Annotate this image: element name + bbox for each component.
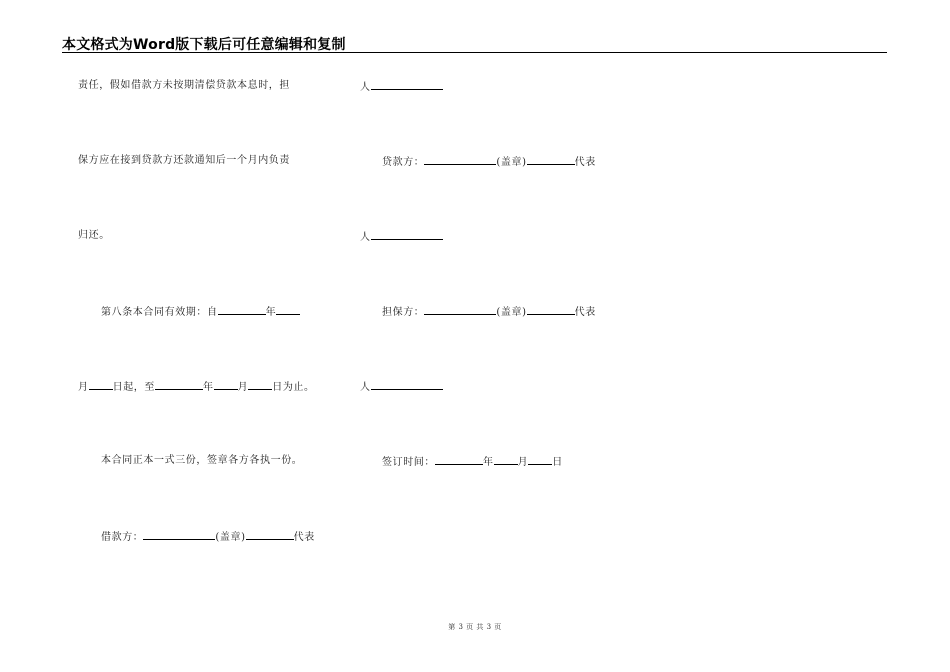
- person-blank: [371, 80, 443, 90]
- guarantor-signature-line: [382, 305, 596, 319]
- guarantor-rep-label: 代表: [574, 307, 596, 318]
- borrower-rep-blank: [246, 530, 294, 540]
- lender-label: 贷款方：: [382, 157, 425, 168]
- right-person-line-2: [360, 230, 443, 244]
- left-line-3: 归还。: [78, 230, 110, 241]
- lender-rep-label: 代表: [574, 157, 596, 168]
- right-person-line-3: [360, 380, 443, 394]
- borrower-label: 借款方：: [101, 532, 144, 543]
- left-line-1: 责任，假如借款方未按期清偿贷款本息时，担: [78, 80, 290, 91]
- person-label: 人: [360, 82, 371, 93]
- lender-signature-line: [382, 155, 596, 169]
- start-year-blank: [218, 305, 266, 315]
- sign-year-blank: [435, 455, 483, 465]
- end-month-blank: [214, 380, 238, 390]
- end-month-label: 月: [237, 382, 249, 393]
- signing-date-label: 签订时间：: [382, 457, 435, 468]
- guarantor-label: 担保方：: [382, 307, 425, 318]
- guarantor-rep-blank: [527, 305, 575, 315]
- start-day-label: 日起，至: [112, 382, 156, 393]
- lender-seal-label: (盖章): [496, 157, 527, 168]
- person-label: 人: [360, 382, 371, 393]
- borrower-name-blank: [143, 530, 215, 540]
- left-line-4: [101, 305, 300, 319]
- end-day-label: 日为止。: [272, 382, 315, 393]
- right-person-line-1: [360, 80, 443, 94]
- header-divider: [62, 52, 887, 53]
- person-blank: [371, 230, 443, 240]
- start-day-blank: [89, 380, 113, 390]
- sign-day-blank: [528, 455, 552, 465]
- person-label: 人: [360, 232, 371, 243]
- sign-day-label: 日: [552, 457, 563, 468]
- sign-month-label: 月: [517, 457, 529, 468]
- end-year-label: 年: [203, 382, 214, 393]
- validity-clause-text: 第八条本合同有效期：自: [101, 307, 218, 318]
- end-day-blank: [248, 380, 272, 390]
- left-line-2: 保方应在接到贷款方还款通知后一个月内负责: [78, 155, 290, 166]
- borrower-seal-label: (盖章): [215, 532, 246, 543]
- sign-year-label: 年: [483, 457, 494, 468]
- end-year-blank: [155, 380, 203, 390]
- borrower-signature-line: [101, 530, 315, 544]
- guarantor-seal-label: (盖章): [496, 307, 527, 318]
- signing-date-line: [382, 455, 563, 469]
- person-blank: [371, 380, 443, 390]
- start-month-blank: [276, 305, 300, 315]
- left-line-6: 本合同正本一式三份，签章各方各执一份。: [101, 455, 303, 466]
- start-month-label: 月: [78, 382, 89, 393]
- lender-rep-blank: [527, 155, 575, 165]
- borrower-rep-label: 代表: [293, 532, 315, 543]
- left-line-5: [78, 380, 315, 394]
- page-number-footer: 第 3 页 共 3 页: [448, 623, 502, 631]
- lender-name-blank: [424, 155, 496, 165]
- sign-month-blank: [494, 455, 518, 465]
- guarantor-name-blank: [424, 305, 496, 315]
- document-header-title: 本文格式为Word版下载后可任意编辑和复制: [62, 37, 346, 53]
- start-year-label: 年: [265, 307, 277, 318]
